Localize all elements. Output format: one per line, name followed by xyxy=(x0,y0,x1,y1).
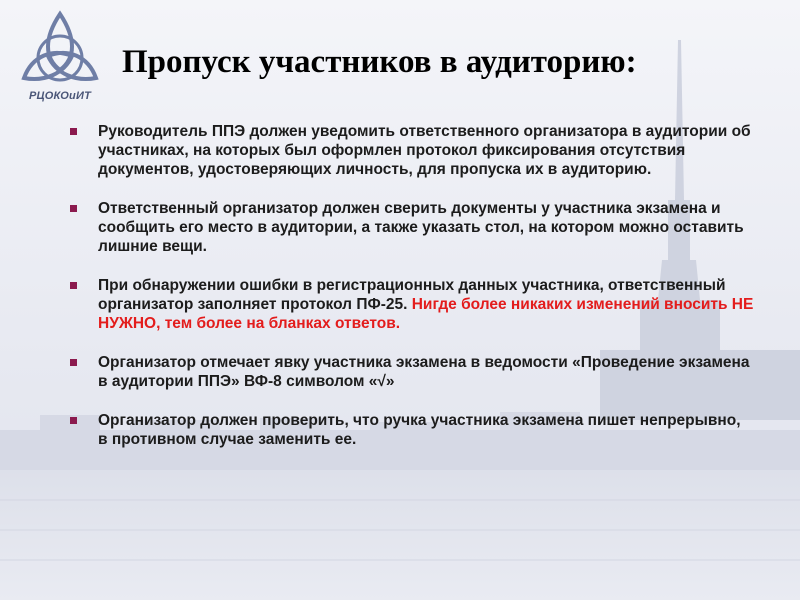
bullet-marker-icon xyxy=(70,128,77,135)
logo-text: РЦОКОиИТ xyxy=(28,90,92,102)
triquetra-logo-icon xyxy=(14,8,106,92)
bullet-item xyxy=(64,353,754,391)
bullet-item xyxy=(64,276,754,333)
bullet-text: Организатор должен проверить, что ручка участника экзамена пишет непрерывно, в противном случае заменить ее. xyxy=(98,412,741,448)
bullet-marker-icon xyxy=(70,417,77,424)
bullet-marker-icon xyxy=(70,282,77,289)
bullet-text: Организатор отмечает явку участника экзамена в ведомости «Проведение экзамена в аудитории ППЭ» ВФ-8 символом «√» xyxy=(98,354,750,390)
slide-title: Пропуск участников в аудиторию: xyxy=(122,44,637,80)
bullet-marker-icon xyxy=(70,359,77,366)
bullet-text: При обнаружении ошибки в регистрационных данных участника, ответственный организатор заполняет протокол ПФ-25. xyxy=(98,277,726,313)
bullet-item xyxy=(64,199,754,256)
bullet-highlight-text: Нигде более никаких изменений вносить НЕ НУЖНО, тем более на бланках ответов. xyxy=(98,296,754,332)
bullet-marker-icon xyxy=(70,205,77,212)
logo xyxy=(14,8,106,108)
bullet-item xyxy=(64,122,754,179)
bullet-list xyxy=(64,122,754,449)
bullet-text: Ответственный организатор должен сверить документы у участника экзамена и сообщить его место в аудитории, а также указать стол, на котором можно оставить лишние вещи. xyxy=(98,200,744,255)
bullet-text: Руководитель ППЭ должен уведомить ответственного организатора в аудитории об участниках, на которых был оформлен протокол фиксирования отсутствия документов, удостоверяющих личность, для пропуска их в аудиторию. xyxy=(98,123,751,178)
bullet-item xyxy=(64,411,754,449)
